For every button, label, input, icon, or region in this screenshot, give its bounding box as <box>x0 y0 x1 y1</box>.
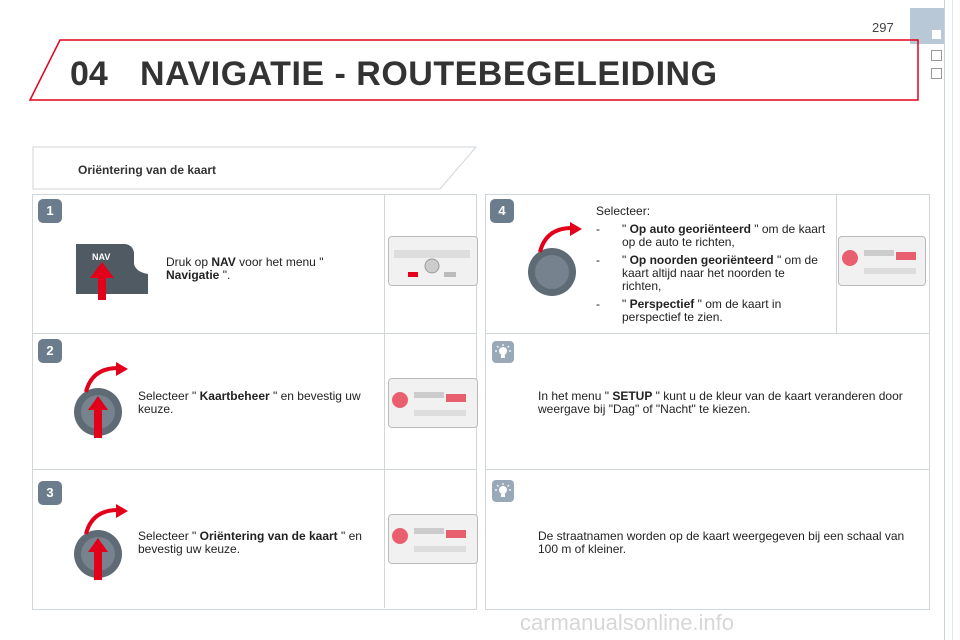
press-arrow-icon <box>90 262 114 300</box>
console-detail-icon <box>388 236 476 284</box>
chapter-tab-marker <box>932 30 941 39</box>
page-edge-line-inner <box>952 0 953 640</box>
page-number: 297 <box>872 20 894 35</box>
console-detail-icon <box>388 514 476 562</box>
step-1-text: Druk op NAV voor het menu " Navigatie ". <box>166 255 324 282</box>
section-subheading: Oriëntering van de kaart <box>78 163 217 177</box>
step-badge: 3 <box>38 481 62 505</box>
chapter-number: 04 <box>70 55 108 93</box>
option-item: - " Op auto georiënteerd " om de kaart op de auto te richten, <box>596 222 826 249</box>
chapter-marker-box <box>931 68 942 79</box>
option-item: - " Op noorden georiënteerd " om de kaart altijd naar het noorden te richten, <box>596 253 818 293</box>
tip-2-text: De straatnamen worden op de kaart weergegeven bij een schaal van 100 m of kleiner. <box>538 529 905 556</box>
rotary-knob-icon <box>526 222 586 300</box>
step-4-intro: Selecteer: <box>596 204 651 218</box>
row-separator <box>33 469 476 470</box>
rotary-knob-icon <box>72 362 132 440</box>
nav-button-label: NAV <box>92 252 111 262</box>
step-badge: 2 <box>38 339 62 363</box>
step-badge: 4 <box>490 199 514 223</box>
lightbulb-tip-icon <box>492 341 514 363</box>
page-edge-line <box>944 0 945 640</box>
watermark: carmanualsonline.info <box>520 610 735 635</box>
step-2-text: Selecteer " Kaartbeheer " en bevestig uw keuze. <box>138 389 361 416</box>
console-detail-icon <box>838 236 924 284</box>
tip-1-text: In het menu " SETUP " kunt u de kleur van de kaart veranderen door weergave bij "Dag" of "Nacht" te kiezen. <box>538 389 903 416</box>
row-separator <box>486 333 929 334</box>
orientation-options <box>596 223 826 324</box>
row-separator <box>33 333 476 334</box>
right-panel-divider <box>836 195 837 333</box>
console-detail-icon <box>388 378 476 426</box>
left-panel-divider <box>384 195 385 608</box>
step-3-text: Selecteer " Oriëntering van de kaart " en bevestig uw keuze. <box>138 529 362 556</box>
step-4-text <box>596 205 826 324</box>
lightbulb-tip-icon <box>492 480 514 502</box>
rotary-knob-icon <box>72 504 132 582</box>
step-badge: 1 <box>38 199 62 223</box>
row-separator <box>486 469 929 470</box>
page-title: NAVIGATIE - ROUTEBEGELEIDING <box>140 55 718 93</box>
chapter-marker-box <box>931 50 942 61</box>
option-item: - " Perspectief " om de kaart in perspectief te zien. <box>596 297 782 324</box>
